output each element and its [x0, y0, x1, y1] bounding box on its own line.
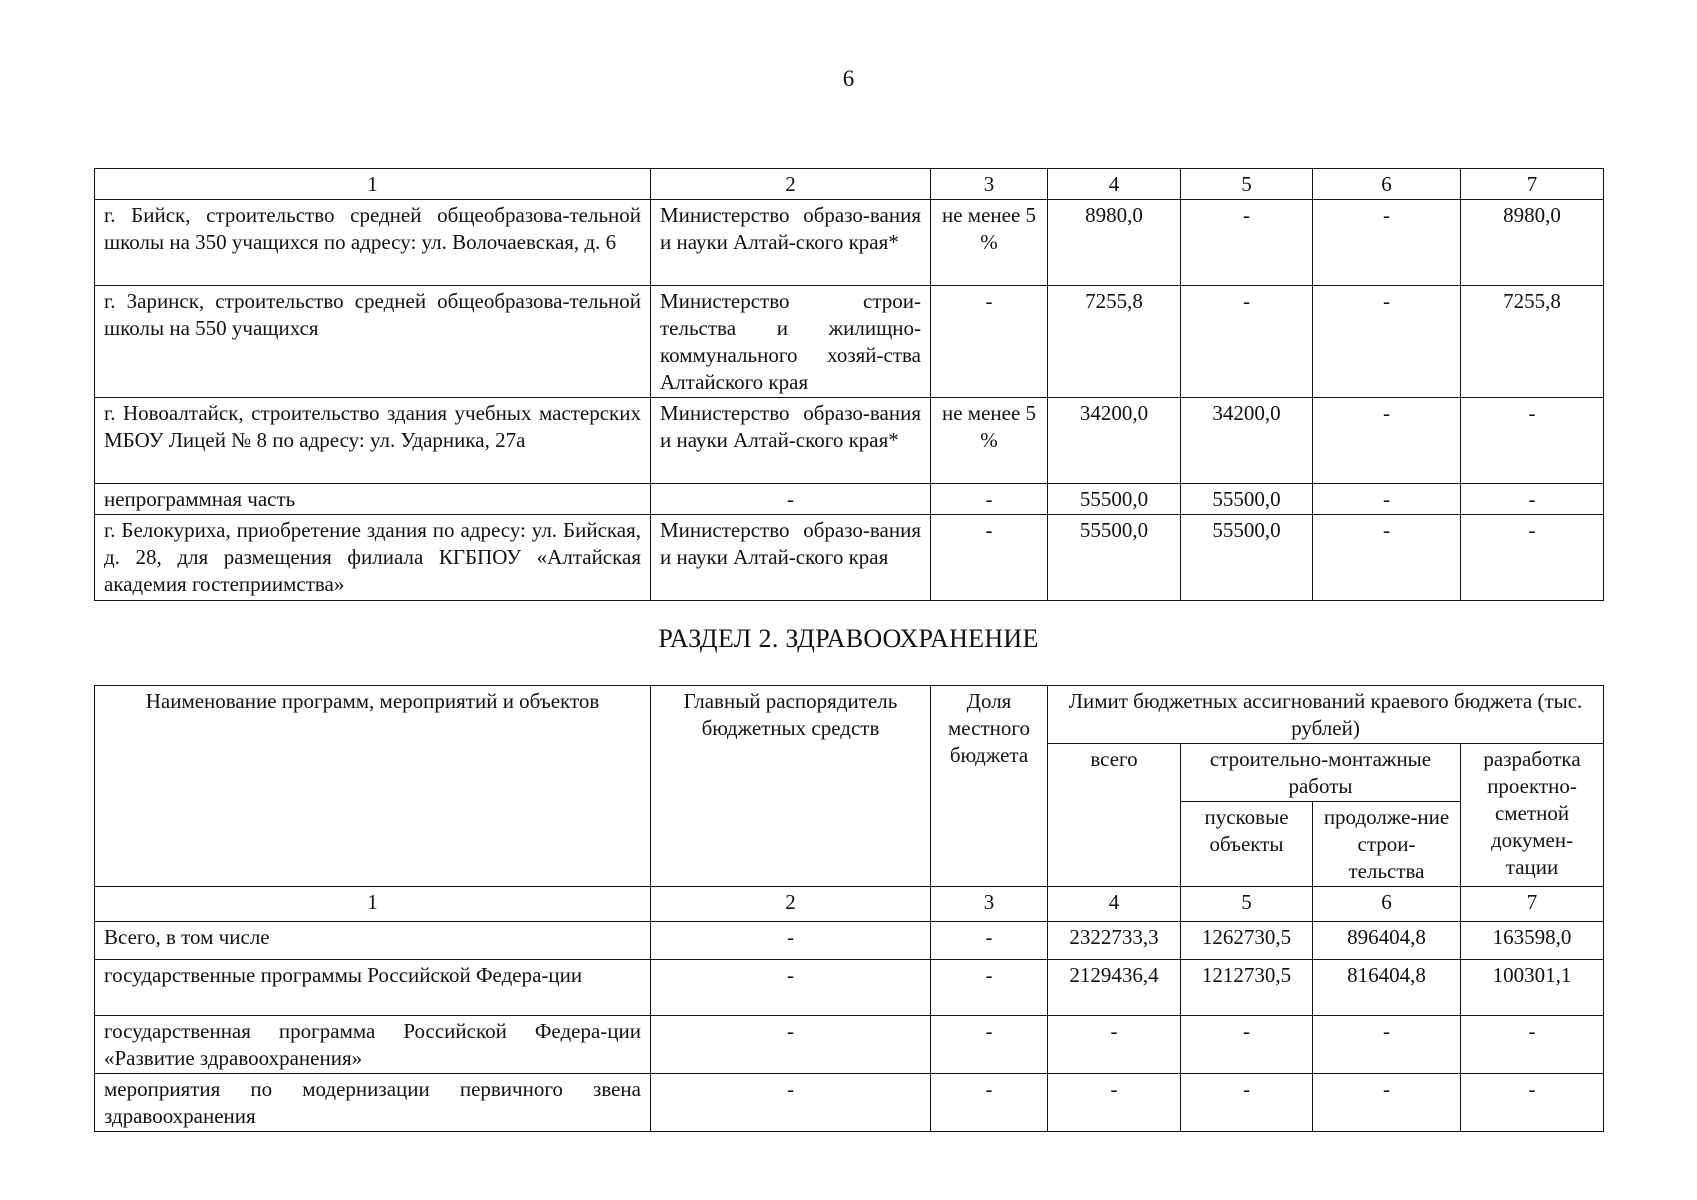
- local-budget-share: -: [931, 484, 1048, 515]
- budget-manager: Министерство образо-вания и науки Алтай-ского края*: [651, 398, 931, 484]
- header-row: [95, 686, 1604, 744]
- design-value: -: [1461, 515, 1604, 601]
- program-name: Всего, в том числе: [95, 922, 651, 960]
- column-number: 7: [1461, 169, 1604, 200]
- local-budget-share: не менее 5 %: [931, 200, 1048, 286]
- header-local-share: Доля местного бюджета: [931, 686, 1048, 887]
- budget-manager: Министерство строи-тельства и жилищно-коммунального хозяй-ства Алтайского края: [651, 286, 931, 398]
- total-value: 55500,0: [1048, 515, 1181, 601]
- design-value: 7255,8: [1461, 286, 1604, 398]
- design-value: 8980,0: [1461, 200, 1604, 286]
- table-row: [95, 286, 1604, 398]
- budget-manager: -: [651, 1074, 931, 1132]
- column-number: 5: [1181, 169, 1313, 200]
- column-number: 3: [931, 887, 1048, 922]
- total-value: 8980,0: [1048, 200, 1181, 286]
- header-construction: строительно-монтажные работы: [1181, 744, 1461, 802]
- continuation-value: -: [1313, 515, 1461, 601]
- column-number-row: [95, 887, 1604, 922]
- object-name: г. Заринск, строительство средней общеобразова-тельной школы на 550 учащихся: [95, 286, 651, 398]
- continuation-value: -: [1313, 200, 1461, 286]
- budget-manager: -: [651, 484, 931, 515]
- header-budget-manager: Главный распорядитель бюджетных средств: [651, 686, 931, 887]
- launch-value: 1212730,5: [1181, 960, 1313, 1016]
- continuation-value: -: [1313, 398, 1461, 484]
- budget-manager: Министерство образо-вания и науки Алтай-ского края: [651, 515, 931, 601]
- local-budget-share: -: [931, 1074, 1048, 1132]
- healthcare-table: [94, 685, 1604, 1132]
- object-name: г. Бийск, строительство средней общеобразова-тельной школы на 350 учащихся по адресу: ул. Волочаевская, д. 6: [95, 200, 651, 286]
- object-name: г. Новоалтайск, строительство здания учебных мастерских МБОУ Лицей № 8 по адресу: ул. Ударника, 27а: [95, 398, 651, 484]
- column-number: 4: [1048, 169, 1181, 200]
- header-design: разработка проектно-сметной докумен-тации: [1461, 744, 1604, 887]
- section-title: РАЗДЕЛ 2. ЗДРАВООХРАНЕНИЕ: [658, 624, 1039, 653]
- design-value: -: [1461, 398, 1604, 484]
- column-number: 4: [1048, 887, 1181, 922]
- table-row: [95, 922, 1604, 960]
- program-name: мероприятия по модернизации первичного звена здравоохранения: [95, 1074, 651, 1132]
- objects-table: [94, 168, 1604, 601]
- table-row: [95, 200, 1604, 286]
- table-row: [95, 1074, 1604, 1132]
- table-row: [95, 960, 1604, 1016]
- column-number: 3: [931, 169, 1048, 200]
- total-value: 55500,0: [1048, 484, 1181, 515]
- object-name: непрограммная часть: [95, 484, 651, 515]
- local-budget-share: -: [931, 1016, 1048, 1074]
- continuation-value: 816404,8: [1313, 960, 1461, 1016]
- design-value: 100301,1: [1461, 960, 1604, 1016]
- design-value: -: [1461, 1016, 1604, 1074]
- column-number: 1: [95, 887, 651, 922]
- table-row: [95, 484, 1604, 515]
- header-programs: Наименование программ, мероприятий и объектов: [95, 686, 651, 887]
- header-limit: Лимит бюджетных ассигнований краевого бюджета (тыс. рублей): [1048, 686, 1604, 744]
- total-value: 7255,8: [1048, 286, 1181, 398]
- continuation-value: -: [1313, 286, 1461, 398]
- budget-manager: -: [651, 960, 931, 1016]
- column-number-row: [95, 169, 1604, 200]
- continuation-value: 896404,8: [1313, 922, 1461, 960]
- local-budget-share: -: [931, 960, 1048, 1016]
- continuation-value: -: [1313, 1074, 1461, 1132]
- launch-value: -: [1181, 1074, 1313, 1132]
- design-value: 163598,0: [1461, 922, 1604, 960]
- column-number: 2: [651, 169, 931, 200]
- table-row: [95, 398, 1604, 484]
- table-row: [95, 1016, 1604, 1074]
- design-value: -: [1461, 484, 1604, 515]
- budget-manager: Министерство образо-вания и науки Алтай-ского края*: [651, 200, 931, 286]
- header-continuation: продолже-ние строи-тельства: [1313, 802, 1461, 887]
- column-number: 1: [95, 169, 651, 200]
- launch-value: 34200,0: [1181, 398, 1313, 484]
- header-launch: пусковые объекты: [1181, 802, 1313, 887]
- launch-value: 55500,0: [1181, 515, 1313, 601]
- continuation-value: -: [1313, 484, 1461, 515]
- column-number: 7: [1461, 887, 1604, 922]
- continuation-value: -: [1313, 1016, 1461, 1074]
- local-budget-share: не менее 5 %: [931, 398, 1048, 484]
- total-value: 2322733,3: [1048, 922, 1181, 960]
- local-budget-share: -: [931, 286, 1048, 398]
- column-number: 5: [1181, 887, 1313, 922]
- total-value: -: [1048, 1074, 1181, 1132]
- table-row: [95, 515, 1604, 601]
- header-total: всего: [1048, 744, 1181, 887]
- local-budget-share: -: [931, 922, 1048, 960]
- launch-value: -: [1181, 286, 1313, 398]
- column-number: 6: [1313, 887, 1461, 922]
- budget-manager: -: [651, 922, 931, 960]
- launch-value: -: [1181, 1016, 1313, 1074]
- total-value: 2129436,4: [1048, 960, 1181, 1016]
- column-number: 6: [1313, 169, 1461, 200]
- program-name: государственная программа Российской Федера-ции «Развитие здравоохранения»: [95, 1016, 651, 1074]
- launch-value: 55500,0: [1181, 484, 1313, 515]
- program-name: государственные программы Российской Федера-ции: [95, 960, 651, 1016]
- local-budget-share: -: [931, 515, 1048, 601]
- page-number: 6: [842, 66, 855, 91]
- launch-value: 1262730,5: [1181, 922, 1313, 960]
- design-value: -: [1461, 1074, 1604, 1132]
- budget-manager: -: [651, 1016, 931, 1074]
- total-value: -: [1048, 1016, 1181, 1074]
- launch-value: -: [1181, 200, 1313, 286]
- total-value: 34200,0: [1048, 398, 1181, 484]
- object-name: г. Белокуриха, приобретение здания по адресу: ул. Бийская, д. 28, для размещения филиала КГБПОУ «Алтайская академия гостеприимства»: [95, 515, 651, 601]
- column-number: 2: [651, 887, 931, 922]
